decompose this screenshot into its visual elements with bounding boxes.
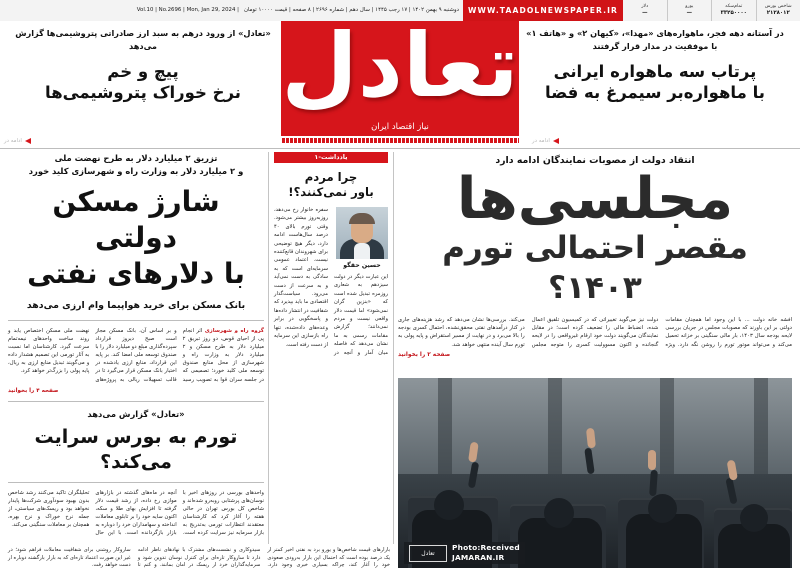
play-triangle-icon <box>553 138 559 144</box>
rate-cell-euro <box>667 0 712 21</box>
rate-label: یورو <box>685 4 693 10</box>
credit-line-1: Photo:Received <box>452 543 520 553</box>
photo-pillar <box>660 378 674 474</box>
photo-person-head <box>544 498 574 528</box>
header-divider <box>0 148 800 149</box>
left-story-title[interactable] <box>8 184 264 292</box>
photo-shirt <box>354 243 370 259</box>
left-second-divider <box>8 401 264 402</box>
teaser-left-more-label: ادامه در <box>4 138 22 144</box>
masthead <box>0 21 800 148</box>
left-column <box>8 152 264 544</box>
main-story-title-line2: مقصر احتمالی تورم ۱۴۰۳؟ <box>398 228 792 308</box>
column-divider-1 <box>268 152 269 544</box>
left-second-title[interactable]: تورم به بورس سرایت می‌کند؟ <box>8 425 264 475</box>
rate-cell-stock-index <box>756 0 800 21</box>
main-photo <box>398 378 792 568</box>
left-story-body-text: اثر انجام پی از احیای قوس، دو روز تبریق ۲ میلیارد دلار به طرح مسکن و ۲ میلیارد دلار به وزارت راه و شهرسازی از محل منابع صندوق توسعه ملی کلید خورد؛ تصمیمی که در جلسه سران قوا به تصویب رسید و بر اساس آن، بانک مسکن مجاز است صبح دیروز قرارداد سپرده‌گذاری مبلغ دو میلیارد دلار را با صندوق توسعه ملی امضا کند. بر پایه این قرارداد، منابع ارزی یادشده در اختیار بانک مسکن قرار می‌گیرد تا در قالب تسهیلات ریالی به پروژه‌های نهضت ملی مسکن اختصاص یابد و روند ساخت واحدهای نیمه‌تمام سرعت گیرد. کارشناسان اما نسبت به آثار تورمی این تصمیم هشدار داده و می‌گویند تبدیل منابع ارزی به ریال، پایه پولی را بزرگ‌تر خواهد کرد. <box>8 328 264 383</box>
note-title-line2: باور نمی‌کنند؟! <box>274 185 388 200</box>
teaser-right-more-label: ادامه در <box>532 138 550 144</box>
left-story-title-line2: با دلارهای نفتی <box>8 256 264 292</box>
note-title[interactable] <box>274 170 388 200</box>
left-story-kicker <box>8 152 264 178</box>
teaser-right-more[interactable] <box>532 138 559 144</box>
play-triangle-icon <box>25 138 31 144</box>
logo-subtitle: نیاز اقتصاد ایران <box>281 122 519 132</box>
photo-person-head <box>434 490 464 520</box>
teaser-right-title <box>522 61 788 103</box>
main-story-body <box>398 316 792 349</box>
bottom-strip-col2: سیدوکاری و نشست‌های مشترک با نهادهای ناظر ادامه دارد تا سازوکار تازه‌ای برای کنترل نوسان تدوین شود و سرمایه‌گذاران خرد از ریسک در امان بمانند. <box>138 547 261 568</box>
website-url[interactable]: WWW.TAADOLNEWSPAPER.IR <box>463 0 623 21</box>
credit-line-2: JAMARAN.IR <box>452 553 520 563</box>
credit-text <box>452 543 520 563</box>
left-story-kicker-line1: تزریق ۲ میلیارد دلار به طرح نهضت ملی <box>8 152 264 165</box>
teaser-left-kicker: «تعادل» از ورود درهم به سبد ارز صادراتی پتروشیمی‌ها گزارش می‌دهد <box>10 27 276 52</box>
main-body-col1: افشه خانه دولت ... با این وجود اما همچنان مقامات دولتی بر این باورند که مصوبات مجلس در جریان بررسی لایحه بودجه سال ۱۴۰۳، بار مالی سنگینی بر خزانه تحمیل می‌کند و می‌تواند موتور تورم را روشن نگه دارد. <box>665 317 792 348</box>
rate-cell-dollar <box>623 0 667 21</box>
teaser-left-title-line2: نرخ خوراک پتروشیمی‌ها <box>10 82 276 103</box>
editorial-note-column <box>274 152 388 544</box>
teaser-left-title-line1: پیچ و خم <box>10 61 276 82</box>
main-story-page-ref[interactable]: صفحه ۲ را بخوانید <box>398 352 792 358</box>
main-story-title[interactable] <box>398 168 792 308</box>
left-second-rule <box>8 482 264 483</box>
left-story-divider <box>8 320 264 321</box>
credit-logo-mark: تعادل <box>409 545 447 562</box>
bottom-strip-col1: بازارهای قیمت شاخص‌ها و یورو برد به نفتی اخیر کمتر از یک درصد بوده است که احتمال این بازار به‌زودی صعودی خود را آغاز کند، چراکه بسیاری خبری وجود دارد. <box>267 547 390 568</box>
note-badge: یادداشت-۱ <box>274 152 388 163</box>
author-name: حسین حقگو <box>336 262 388 270</box>
note-body-wrapper <box>274 206 388 357</box>
photo-credit-badge <box>404 542 525 564</box>
teaser-right-kicker: در آستانه دهه فجر، ماهواره‌های «مهدا»، «کیهان ۲» و «هاتف ۱» با موفقیت در مدار قرار گرفتند <box>522 27 788 52</box>
left-story-kicker-line2: و ۲ میلیارد دلار به وزارت راه و شهرسازی کلید خورد <box>8 165 264 178</box>
main-story-kicker: انتقاد دولت از مصوبات نمایندگان ادامه دارد <box>398 154 792 168</box>
note-title-line1: چرا مردم <box>274 170 388 185</box>
author-card <box>336 207 388 270</box>
photo-person-head <box>648 494 677 523</box>
rate-value: ۲۱۲۸۰۱۲ <box>767 10 790 17</box>
teaser-left[interactable] <box>10 27 276 103</box>
main-story-title-line1: مجلسی‌ها <box>398 168 792 230</box>
teaser-left-title <box>10 61 276 103</box>
issue-info-fa: دوشنبه ۹ بهمن ۱۴۰۲ | ۱۷ رجب ۱۴۴۵ | سال دهم | شماره ۲۶۹۶ | ۸ صفحه | قیمت ۱۰۰۰۰ تومان <box>244 6 459 15</box>
newspaper-logo <box>281 21 519 143</box>
left-story-red-lead: گروه راه و شهرسازی <box>205 328 264 334</box>
photo-raised-hand <box>648 450 656 470</box>
photo-pillar <box>438 378 452 474</box>
bottom-strip-columns <box>0 547 398 570</box>
rate-ticker <box>623 0 800 21</box>
rate-label: دلار <box>641 4 648 10</box>
left-story-body <box>8 327 264 384</box>
main-body-col2: ویژه دولت نیز می‌گوید تغییراتی که در کمیسیون تلفیق اعمال شده، انضباط مالی را تضعیف کرده است؛ در مقابل نمایندگان می‌گویند دولت خود ارقام غیرواقعی را در لایحه گنجانده و اکنون مسوولیت کسری را متوجه مجلس می‌کند. <box>509 317 675 348</box>
column-divider-2 <box>393 152 394 544</box>
bottom-text-strip <box>0 547 398 574</box>
main-body-col3: بررسی‌ها نشان می‌دهد که رشد هزینه‌های جاری در کنار درآمدهای نفتی محقق‌نشده، احتمال کسری بودجه را بالا می‌برد و در نهایت از مسیر استقراض و پایه پولی به تورم سال آینده منتهی خواهد شد. <box>398 317 525 348</box>
photo-pillar <box>754 378 768 474</box>
top-info-bar <box>0 0 800 22</box>
bottom-strip-col3: و کنم تا سازوکار روشنی برای شفافیت معاملات فراهم شود؛ در غیر این صورت اعتماد تازه‌ای که به بازار بازگشته دوباره از دست خواهد رفت. <box>8 547 157 568</box>
teaser-right[interactable] <box>522 27 788 103</box>
rate-label: تمام‌سکه <box>725 4 742 10</box>
photo-hair <box>349 213 375 224</box>
left-second-kicker: «تعادل» گزارش می‌دهد <box>8 408 264 421</box>
left-story-subtitle: بانک مسکن برای خرید هواپیما وام ارزی می‌دهد <box>8 299 264 313</box>
teaser-right-title-line1: پرتاب سه ماهواره ایرانی <box>522 61 788 82</box>
photo-pillar <box>548 378 562 474</box>
left-second-body: واحدهای بورسی در روزهای اخیر با نوسان‌های پرشتابی روبه‌رو شده‌اند و شاخص کل بورس تهران در حالی هفته را آغاز کرد که کارشناسان معتقدند انتظارات تورمی به‌تدریج به بازار سرمایه نیز سرایت کرده است. آنچه در ماه‌های گذشته در بازارهای موازی رخ داده، از رشد قیمت دلار گرفته تا افزایش بهای طلا و سکه، اکنون سایه خود را بر تابلوی معاملات انداخته و سهامداران خرد را دوباره به بازار بازگردانده است. با این حال تحلیلگران تاکید می‌کنند رشد شاخص بدون بهبود سودآوری شرکت‌ها پایدار نخواهد بود و ریسک‌های سیاستی، از جمله نرخ خوراک و نرخ بهره، همچنان بر معاملات سنگینی می‌کند. <box>8 489 264 581</box>
teaser-right-title-line2: با ماهواره‌بر سیمرغ به فضا <box>522 82 788 103</box>
left-story-title-line1: شارژ مسکن دولتی <box>8 184 264 256</box>
rate-value: ۳۳۲۵۰۰۰۰ <box>721 10 747 17</box>
teaser-left-more[interactable] <box>4 138 31 144</box>
photo-person-head <box>740 504 768 532</box>
rate-label: شاخص بورس <box>765 4 792 10</box>
logo-ruler-decoration <box>281 136 519 143</box>
rate-cell-coin <box>711 0 756 21</box>
rate-value: — <box>687 10 692 17</box>
issue-info-en: Vol.10 | No.2696 | Mon, Jan 29, 2024 | <box>137 6 239 15</box>
logo-wordmark: تعادل <box>281 21 519 125</box>
rate-value: — <box>642 10 647 17</box>
issue-info <box>0 0 463 21</box>
author-photo <box>336 207 388 259</box>
note-body-text: این عبارت دیگر در دولت سیزدهم به شعاری روزمره تبدیل شده است که «بنزین گران نمی‌شود» اما قیمت دلار واقعی نیست و مردم نمی‌دانند؛ گزارش مقامات رسمی به ما نشان می‌دهد که فاصله میان آمار و آنچه در سفره خانوار رخ می‌دهد، روزبه‌روز بیشتر می‌شود. وقتی تورم بالای ۴۰ درصد سال‌هاست ادامه دارد، دیگر هیچ توضیحی برای شهروندان قانع‌کننده نیست. اعتماد عمومی سرمایه‌ای است که به سادگی به دست نمی‌آید و به سرعت از دست می‌رود. سیاست‌گذار اقتصادی ما باید بپذیرد که شفافیت در انتشار داده‌ها و پاسخگویی در برابر وعده‌های داده‌شده، تنها راه بازسازی این سرمایه از دست رفته است. <box>274 207 388 356</box>
left-story-page-ref[interactable]: صفحه ۴ را بخوانید <box>8 388 264 394</box>
